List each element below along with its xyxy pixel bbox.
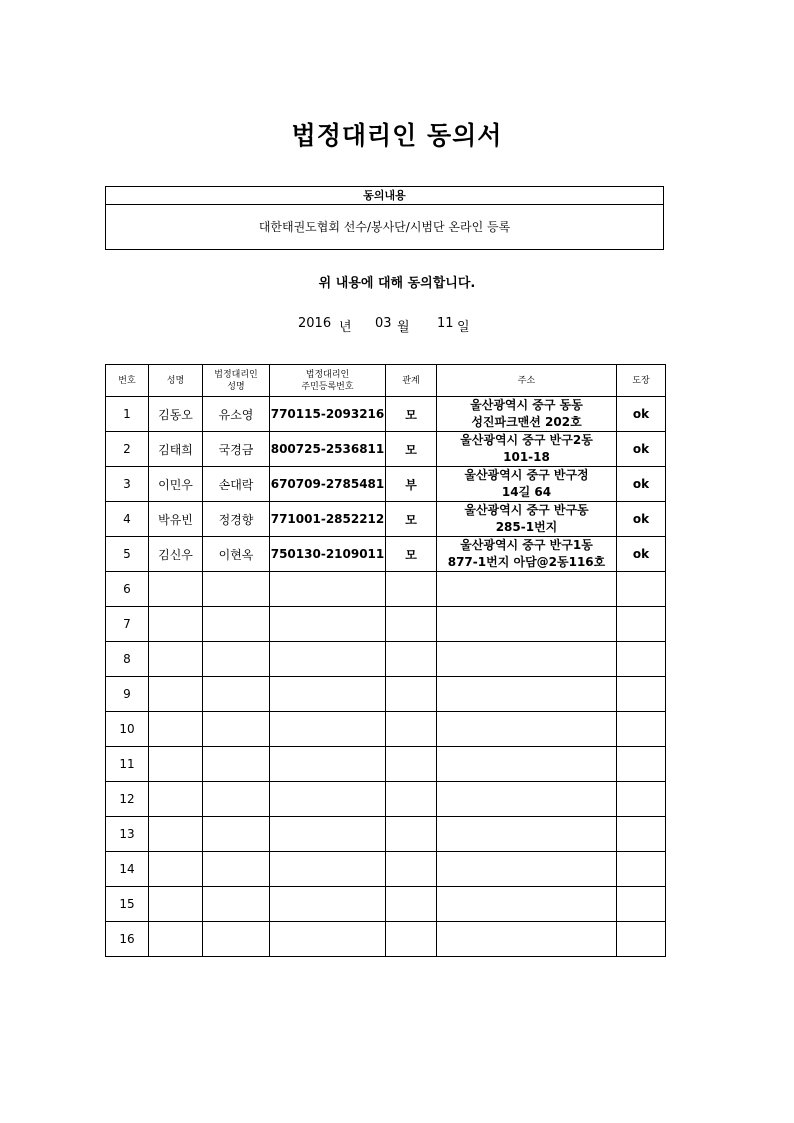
cell-relation [386, 782, 437, 817]
table-row [106, 502, 666, 537]
consent-box [105, 186, 664, 250]
cell-relation [386, 852, 437, 887]
cell-relation [386, 607, 437, 642]
cell-relation [386, 922, 437, 957]
cell-relation [386, 572, 437, 607]
header-guardian-name [203, 365, 270, 397]
cell-address [437, 467, 617, 502]
date-day-unit: 일 [457, 320, 470, 335]
cell-guardian-rrn [270, 852, 386, 887]
consent-content: 대한태권도협회 선수/봉사단/시범단 온라인 등록 [258, 220, 511, 234]
cell-stamp: ok [617, 502, 666, 537]
cell-no: 8 [106, 642, 149, 677]
cell-address-line1: 울산광역시 중구 반구1동 [460, 538, 593, 552]
table-row [106, 537, 666, 572]
cell-no: 15 [106, 887, 149, 922]
table-row [106, 397, 666, 432]
cell-guardian-name [203, 747, 270, 782]
cell-stamp [617, 677, 666, 712]
cell-guardian-name [203, 817, 270, 852]
cell-stamp [617, 887, 666, 922]
cell-address [437, 642, 617, 677]
cell-relation: 모 [386, 537, 437, 572]
table-row [106, 887, 666, 922]
cell-guardian-rrn [270, 607, 386, 642]
cell-guardian-name: 이현옥 [203, 537, 270, 572]
date-year-unit: 년 [339, 320, 352, 335]
cell-stamp [617, 642, 666, 677]
cell-address [437, 887, 617, 922]
cell-stamp [617, 712, 666, 747]
cell-stamp [617, 852, 666, 887]
cell-guardian-rrn: 770115-2093216 [270, 397, 386, 432]
cell-guardian-name [203, 642, 270, 677]
cell-guardian-rrn [270, 712, 386, 747]
cell-address [437, 782, 617, 817]
date-year: 2016 [298, 316, 332, 331]
cell-address-line1: 울산광역시 중구 반구동 [464, 503, 589, 517]
cell-name [149, 852, 203, 887]
table-row [106, 852, 666, 887]
cell-relation [386, 712, 437, 747]
table-row [106, 467, 666, 502]
cell-relation: 모 [386, 502, 437, 537]
cell-no: 3 [106, 467, 149, 502]
cell-name: 이민우 [149, 467, 203, 502]
cell-no: 1 [106, 397, 149, 432]
cell-address [437, 502, 617, 537]
cell-no: 13 [106, 817, 149, 852]
table-row [106, 432, 666, 467]
cell-guardian-rrn [270, 782, 386, 817]
cell-guardian-name [203, 572, 270, 607]
cell-no: 10 [106, 712, 149, 747]
cell-stamp: ok [617, 537, 666, 572]
cell-address [437, 397, 617, 432]
table-row [106, 607, 666, 642]
cell-name [149, 887, 203, 922]
cell-no: 11 [106, 747, 149, 782]
cell-guardian-rrn: 800725-2536811 [270, 432, 386, 467]
cell-name [149, 782, 203, 817]
header-guardian-name-line1: 법정대리인 [214, 369, 258, 380]
cell-stamp [617, 747, 666, 782]
header-stamp: 도장 [617, 365, 666, 397]
cell-address [437, 852, 617, 887]
cell-no: 2 [106, 432, 149, 467]
cell-guardian-name [203, 782, 270, 817]
table-row [106, 747, 666, 782]
cell-guardian-name: 정경향 [203, 502, 270, 537]
cell-name [149, 607, 203, 642]
date-month-unit: 월 [397, 320, 410, 335]
table-header-row [106, 365, 666, 397]
cell-guardian-name [203, 677, 270, 712]
header-guardian-rrn-line1: 법정대리인 [305, 369, 350, 380]
cell-name [149, 572, 203, 607]
cell-stamp [617, 922, 666, 957]
header-no: 번호 [106, 365, 149, 397]
cell-no: 9 [106, 677, 149, 712]
agreement-statement: 위 내용에 대해 동의합니다. [318, 276, 476, 291]
cell-no: 6 [106, 572, 149, 607]
cell-name [149, 922, 203, 957]
table-row [106, 817, 666, 852]
cell-address-line1: 울산광역시 중구 반구2동 [460, 433, 593, 447]
cell-relation [386, 747, 437, 782]
cell-guardian-name [203, 922, 270, 957]
cell-address-line2: 877-1번지 아담@2동116호 [447, 555, 606, 569]
header-guardian-rrn [270, 365, 386, 397]
cell-relation: 모 [386, 432, 437, 467]
cell-address-line2: 101-18 [503, 450, 550, 464]
cell-guardian-rrn [270, 572, 386, 607]
cell-address-line2: 14길 64 [501, 485, 552, 499]
cell-guardian-rrn: 771001-2852212 [270, 502, 386, 537]
cell-address [437, 922, 617, 957]
cell-guardian-rrn [270, 817, 386, 852]
cell-guardian-name [203, 852, 270, 887]
cell-address [437, 537, 617, 572]
cell-no: 16 [106, 922, 149, 957]
cell-guardian-name: 국경금 [203, 432, 270, 467]
header-guardian-rrn-line2: 주민등록번호 [301, 381, 354, 392]
consent-header: 동의내용 [106, 187, 663, 205]
table-row [106, 642, 666, 677]
date-day: 11 [437, 316, 454, 331]
cell-name [149, 747, 203, 782]
table-row [106, 712, 666, 747]
page-title: 법정대리인 동의서 [291, 121, 503, 150]
cell-relation [386, 642, 437, 677]
cell-stamp [617, 607, 666, 642]
cell-guardian-rrn: 750130-2109011 [270, 537, 386, 572]
cell-stamp [617, 572, 666, 607]
cell-guardian-name [203, 607, 270, 642]
cell-name: 김태희 [149, 432, 203, 467]
cell-address-line1: 울산광역시 중구 반구정 [464, 468, 589, 482]
cell-relation: 모 [386, 397, 437, 432]
cell-name: 김동오 [149, 397, 203, 432]
cell-guardian-name [203, 887, 270, 922]
cell-relation [386, 887, 437, 922]
cell-address [437, 432, 617, 467]
cell-name [149, 817, 203, 852]
cell-address [437, 747, 617, 782]
table-row [106, 782, 666, 817]
table-row [106, 677, 666, 712]
cell-guardian-name: 손대락 [203, 467, 270, 502]
cell-no: 12 [106, 782, 149, 817]
cell-address [437, 572, 617, 607]
table-row [106, 922, 666, 957]
cell-guardian-rrn: 670709-2785481 [270, 467, 386, 502]
cell-address-line1: 울산광역시 중구 동동 [470, 398, 583, 412]
cell-name [149, 677, 203, 712]
cell-guardian-name: 유소영 [203, 397, 270, 432]
cell-stamp: ok [617, 467, 666, 502]
cell-name: 박유빈 [149, 502, 203, 537]
cell-name [149, 712, 203, 747]
cell-relation: 부 [386, 467, 437, 502]
cell-relation [386, 677, 437, 712]
cell-stamp [617, 782, 666, 817]
cell-address-line2: 성진파크맨션 202호 [471, 415, 582, 429]
header-relation: 관계 [386, 365, 437, 397]
header-guardian-name-line2: 성명 [227, 381, 245, 392]
cell-no: 14 [106, 852, 149, 887]
cell-address [437, 677, 617, 712]
cell-no: 7 [106, 607, 149, 642]
cell-guardian-rrn [270, 747, 386, 782]
cell-stamp: ok [617, 432, 666, 467]
cell-address [437, 817, 617, 852]
cell-guardian-rrn [270, 677, 386, 712]
cell-stamp: ok [617, 397, 666, 432]
cell-address [437, 607, 617, 642]
header-address: 주소 [437, 365, 617, 397]
cell-address [437, 712, 617, 747]
cell-name: 김신우 [149, 537, 203, 572]
cell-name [149, 642, 203, 677]
cell-stamp [617, 817, 666, 852]
cell-relation [386, 817, 437, 852]
cell-guardian-rrn [270, 642, 386, 677]
header-name: 성명 [149, 365, 203, 397]
date-month: 03 [375, 316, 392, 331]
cell-guardian-name [203, 712, 270, 747]
cell-guardian-rrn [270, 922, 386, 957]
table-row [106, 572, 666, 607]
guardian-consent-table [105, 364, 666, 957]
cell-address-line2: 285-1번지 [495, 520, 558, 534]
cell-guardian-rrn [270, 887, 386, 922]
cell-no: 4 [106, 502, 149, 537]
cell-no: 5 [106, 537, 149, 572]
